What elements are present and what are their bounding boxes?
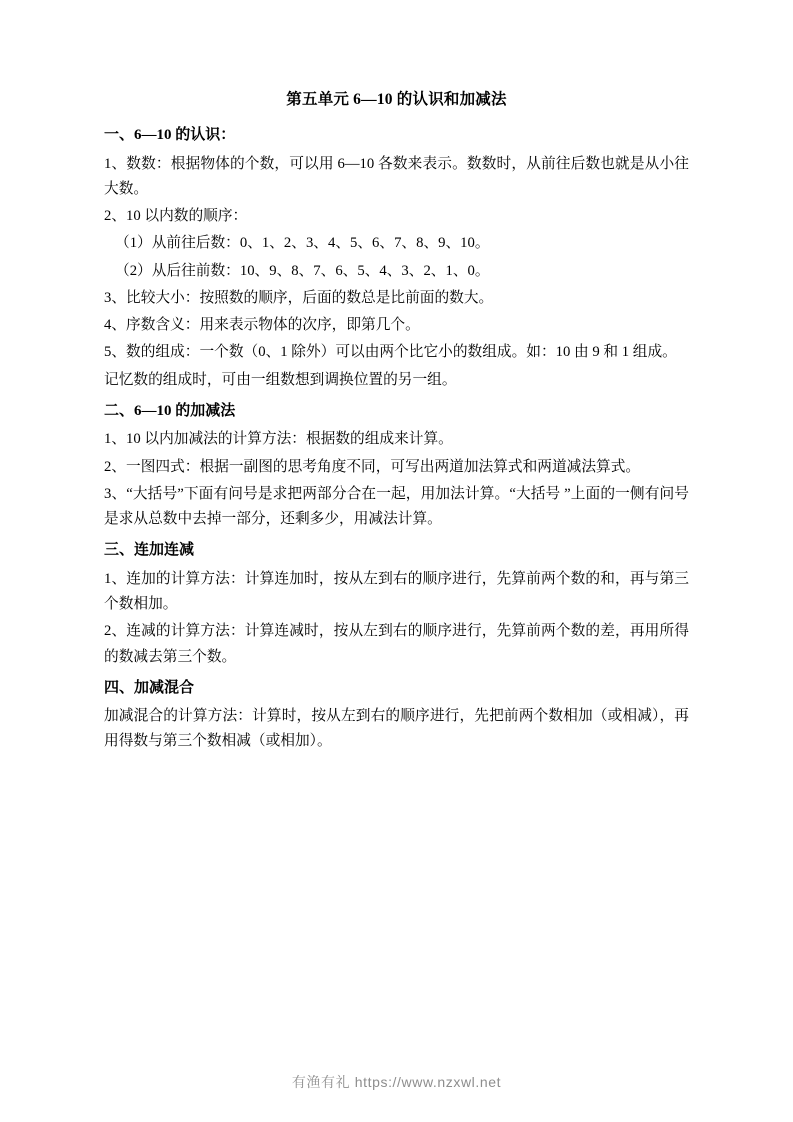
section-2-line-2: 2、一图四式：根据一副图的思考角度不同，可写出两道加法算式和两道减法算式。 <box>104 458 641 475</box>
section-1-line-1: 1、数数：根据物体的个数，可以用 6—10 各数来表示。数数时，从前往后数也就是从小往大数。 <box>104 155 689 197</box>
section-1-line-2: 2、10 以内数的顺序： <box>104 208 248 225</box>
section-3-line-2: 2、连减的计算方法：计算连减时，按从左到右的顺序进行，先算前两个数的差，再用所得的数减去第三个数。 <box>104 623 689 665</box>
section-3-line-1: 1、连加的计算方法：计算连加时，按从左到右的顺序进行，先算前两个数的和，再与第三个数相加。 <box>104 570 689 612</box>
section-3-heading: 三、连加连减 <box>104 542 195 559</box>
section-1-line-8: 记忆数的组成时，可由一组数想到调换位置的另一组。 <box>104 371 457 388</box>
section-4-line-1: 加减混合的计算方法：计算时，按从左到右的顺序进行，先把前两个数相加（或相减），再用得数与第三个数相减（或相加）。 <box>104 708 689 750</box>
page-title: 第五单元 6—10 的认识和加减法 <box>286 91 507 108</box>
section-1-heading: 一、6—10 的认识： <box>104 127 236 144</box>
section-1 <box>104 124 689 393</box>
section-3 <box>104 539 689 669</box>
footer-watermark: 有渔有礼 https://www.nzxwl.net <box>291 1074 502 1090</box>
section-1-line-5: 3、比较大小：按照数的顺序，后面的数总是比前面的数大。 <box>104 289 494 306</box>
section-1-line-3: （1）从前往后数：0、1、2、3、4、5、6、7、8、9、10。 <box>115 235 490 252</box>
section-2-heading: 二、6—10 的加减法 <box>104 403 236 420</box>
section-4 <box>104 677 689 755</box>
section-2-line-3: 3、“大括号”下面有问号是求把两部分合在一起，用加法计算。“大括号 ”上面的一侧有问号是求从总数中去掉一部分，还剩多少，用减法计算。 <box>104 485 689 528</box>
section-4-heading: 四、加减混合 <box>104 679 195 696</box>
section-2 <box>104 400 689 532</box>
section-1-line-7: 5、数的组成：一个数（0、1 除外）可以由两个比它小的数组成。如：10 由 9 和 1 组成。 <box>104 344 677 361</box>
section-1-line-4: （2）从后往前数：10、9、8、7、6、5、4、3、2、1、0。 <box>115 262 490 279</box>
section-1-line-6: 4、序数含义：用来表示物体的次序，即第几个。 <box>104 317 420 334</box>
section-2-line-1: 1、10 以内加减法的计算方法：根据数的组成来计算。 <box>104 431 453 448</box>
